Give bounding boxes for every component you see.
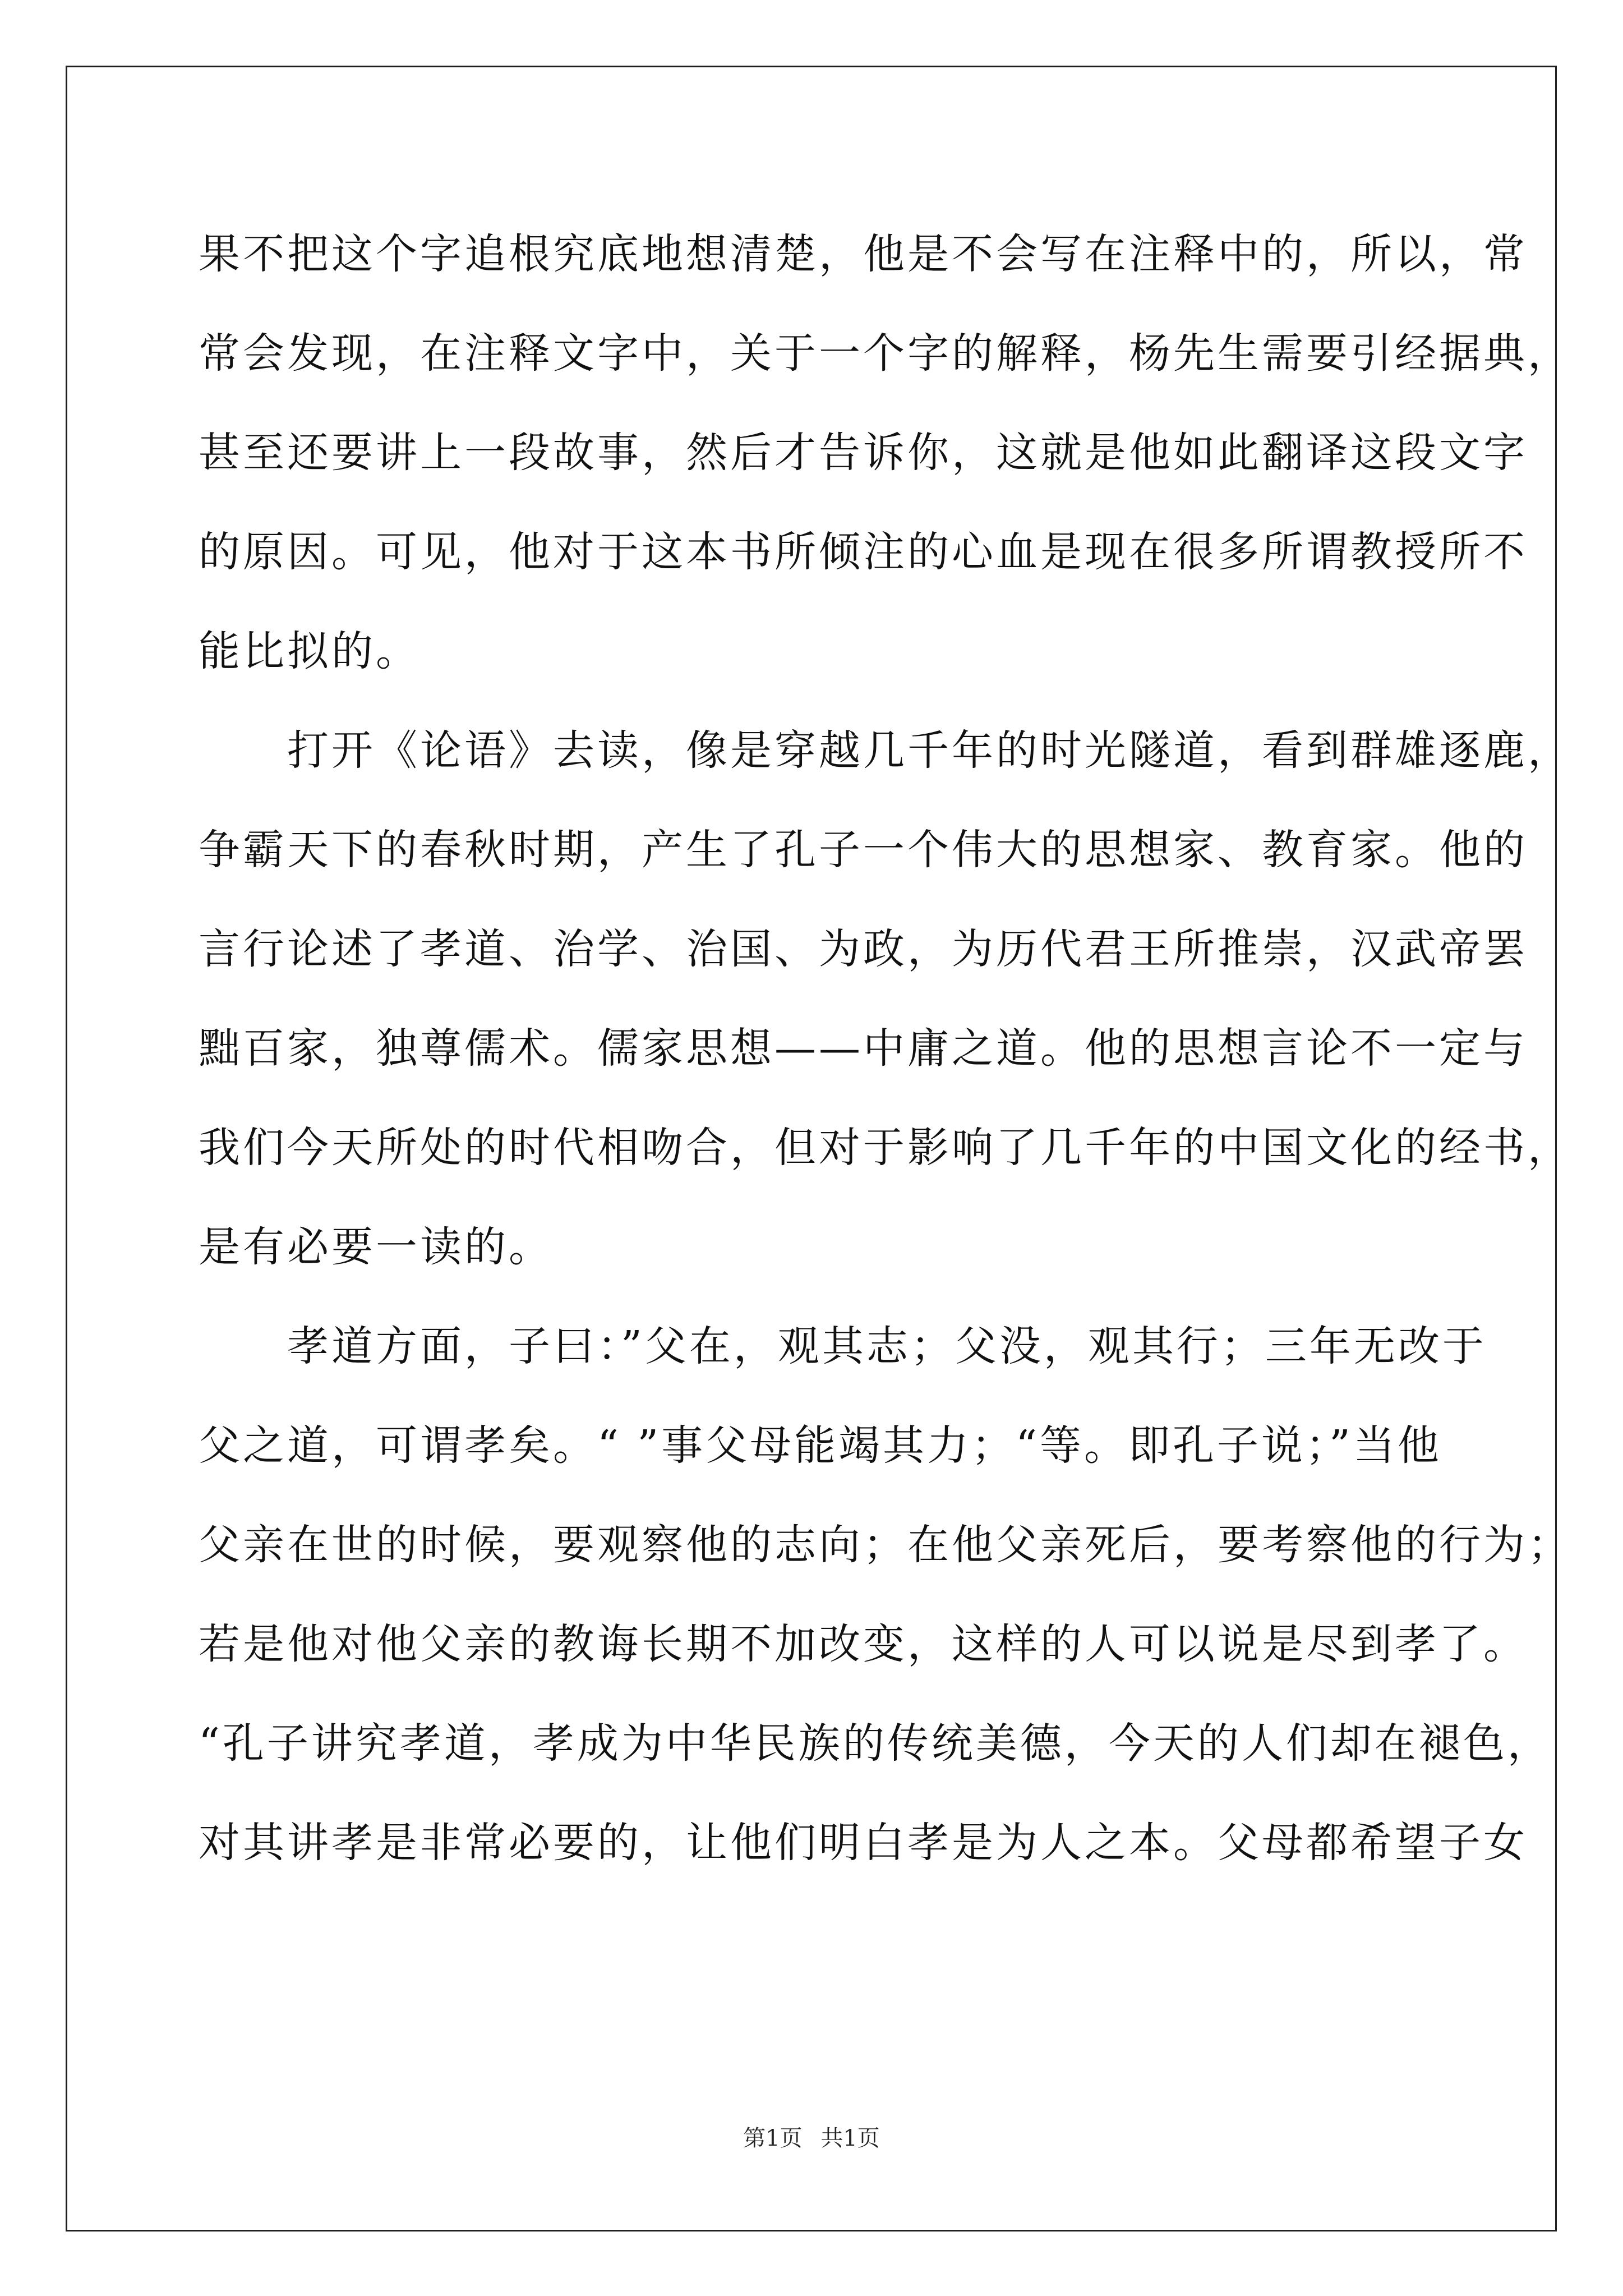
text-line: 对其讲孝是非常必要的，让他们明白孝是为人之本。父母都希望子女 [199,1819,1528,1867]
text-line: 父亲在世的时候，要观察他的志向；在他父亲死后，要考察他的行为； [199,1521,1572,1569]
text-line: 的原因。可见，他对于这本书所倾注的心血是现在很多所谓教授所不 [199,528,1528,576]
page-number-total: 共1页 [820,2125,880,2151]
text-line: 孝道方面，子曰：”父在，观其志；父没，观其行；三年无改于 [199,1322,1487,1370]
page-number-current: 第1页 [743,2125,803,2151]
text-line: 若是他对他父亲的教诲长期不加改变，这样的人可以说是尽到孝了。 [199,1620,1528,1668]
text-line: 言行论述了孝道、治学、治国、为政，为历代君王所推崇，汉武帝罢 [199,925,1528,973]
page-footer [0,2122,1623,2155]
document-body [199,205,1572,1893]
text-line: 是有必要一读的。 [199,1223,553,1271]
text-line: 果不把这个字追根究底地想清楚，他是不会写在注释中的，所以，常 [199,230,1528,278]
text-line: 能比拟的。 [199,627,420,675]
text-line: 甚至还要讲上一段故事，然后才告诉你，这就是他如此翻译这段文字 [199,429,1528,477]
text-line: 争霸天下的春秋时期，产生了孔子一个伟大的思想家、教育家。他的 [199,826,1528,874]
text-line: 我们今天所处的时代相吻合，但对于影响了几千年的中国文化的经书， [199,1124,1572,1172]
text-line: 黜百家，独尊儒术。儒家思想——中庸之道。他的思想言论不一定与 [199,1024,1528,1073]
text-line: 父之道，可谓孝矣。“ ”事父母能竭其力；“等。即孔子说；”当他 [199,1421,1442,1470]
text-line: 常会发现，在注释文字中，关于一个字的解释，杨先生需要引经据典， [199,329,1572,378]
text-line: “孔子讲究孝道，孝成为中华民族的传统美德，今天的人们却在褪色， [199,1719,1552,1768]
text-line: 打开《论语》去读，像是穿越几千年的时光隧道，看到群雄逐鹿， [199,726,1572,775]
